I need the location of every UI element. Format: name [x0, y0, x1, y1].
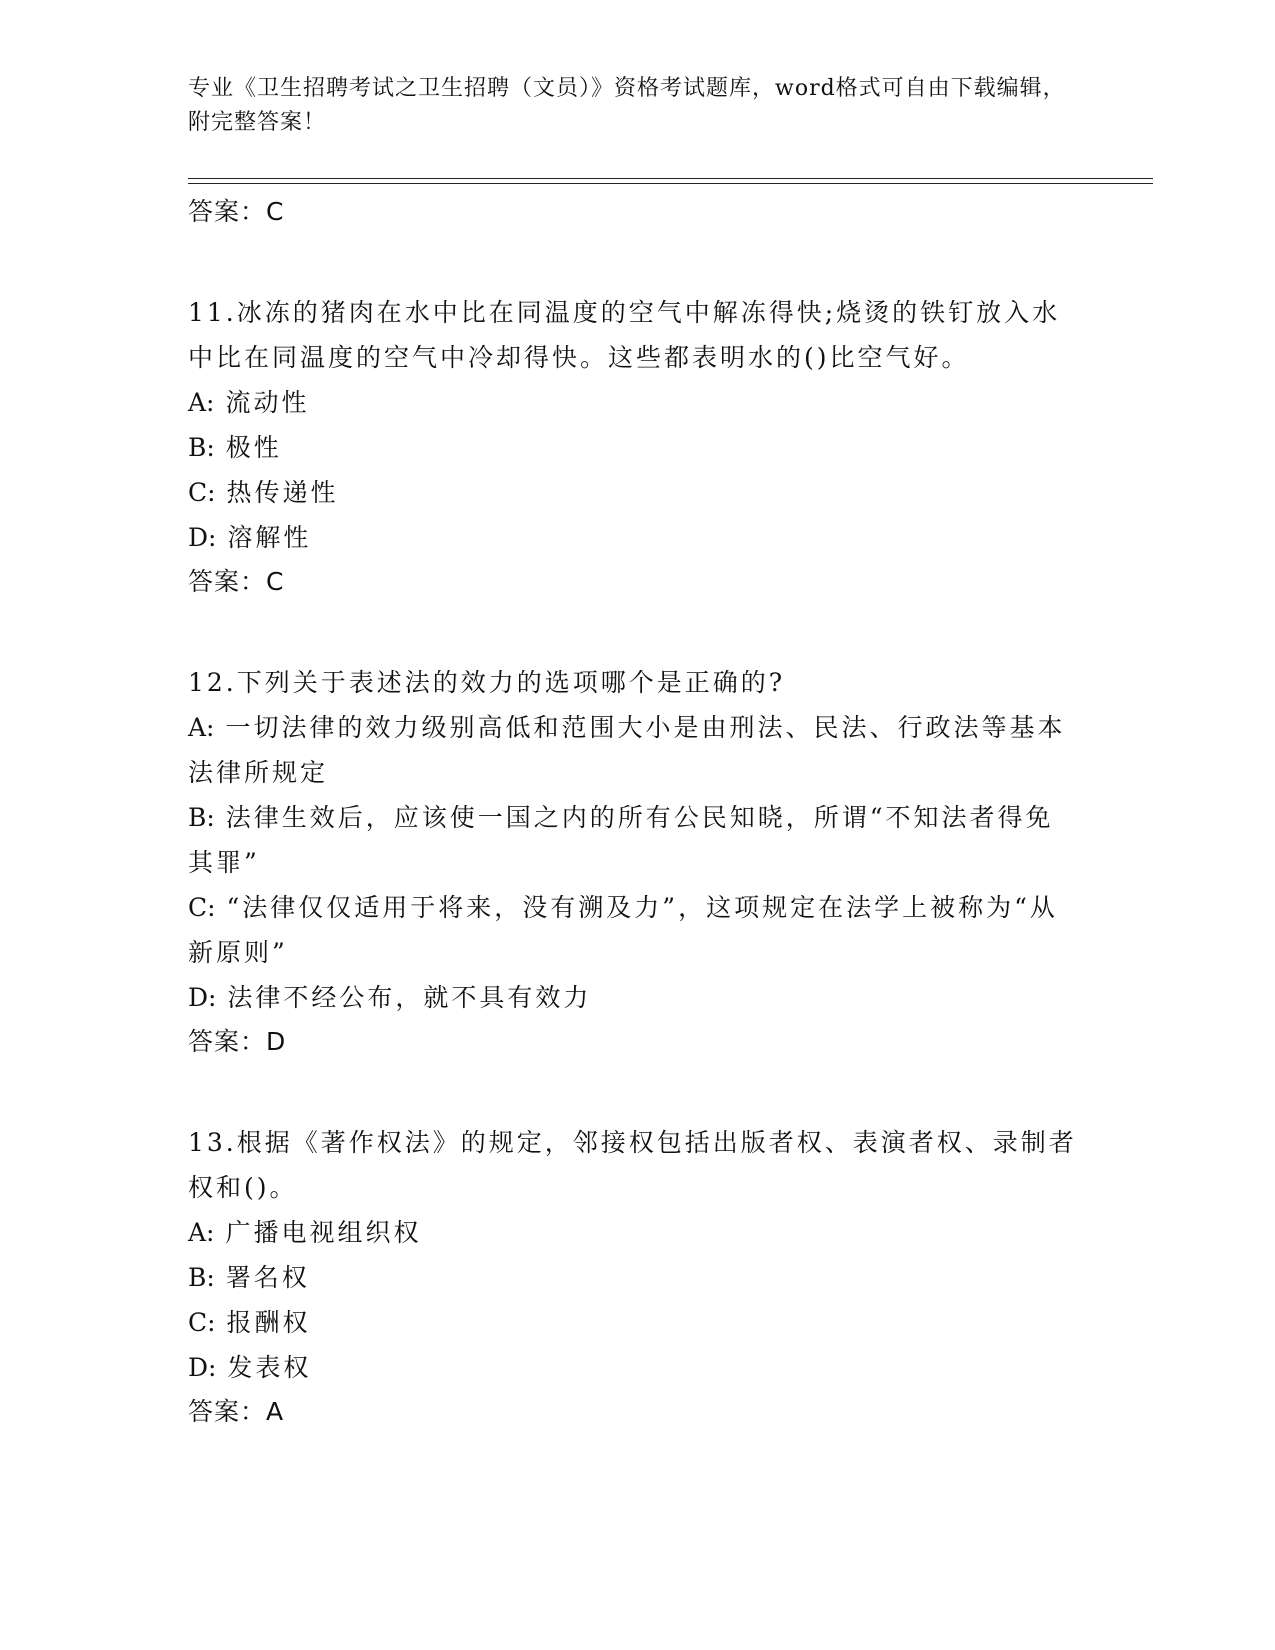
- option-d: [188, 1345, 1078, 1390]
- option-letter: D:: [188, 983, 217, 1012]
- option-letter: C:: [188, 478, 216, 507]
- header-divider-bottom: [188, 183, 1153, 184]
- option-text: “法律仅仅适用于将来，没有溯及力”，这项规定在法学上被称为“从新原则”: [188, 893, 1058, 967]
- option-text: 溶解性: [227, 523, 312, 552]
- option-letter: A:: [188, 388, 215, 417]
- document-header: [188, 72, 1088, 140]
- option-text: 热传递性: [226, 478, 339, 507]
- option-b: [188, 1255, 1078, 1300]
- option-letter: C:: [188, 893, 216, 922]
- option-text: 一切法律的效力级别高低和范围大小是由刑法、民法、行政法等基本法律所规定: [188, 713, 1066, 787]
- option-letter: B:: [188, 803, 215, 832]
- question-item: [188, 1120, 1078, 1434]
- option-text: 发表权: [227, 1353, 312, 1382]
- option-a: [188, 705, 1078, 795]
- answer-line: 答案：A: [188, 1397, 285, 1426]
- option-letter: B:: [188, 433, 215, 462]
- answer-line: 答案：D: [188, 1027, 287, 1056]
- option-a: [188, 380, 1078, 425]
- header-divider-top: [188, 178, 1153, 179]
- option-text: 法律生效后，应该使一国之内的所有公民知晓，所谓“不知法者得免其罪”: [188, 803, 1054, 877]
- option-d: [188, 515, 1078, 560]
- option-text: 报酬权: [226, 1308, 311, 1337]
- option-letter: B:: [188, 1263, 215, 1292]
- option-c: [188, 1300, 1078, 1345]
- option-text: 广播电视组织权: [225, 1218, 422, 1247]
- option-letter: A:: [188, 713, 215, 742]
- option-c: [188, 470, 1078, 515]
- option-text: 极性: [225, 433, 282, 462]
- question-item: [188, 290, 1078, 604]
- option-text: 署名权: [225, 1263, 310, 1292]
- option-text: 流动性: [225, 388, 310, 417]
- option-letter: A:: [188, 1218, 215, 1247]
- question-text: 13.根据《著作权法》的规定，邻接权包括出版者权、表演者权、录制者权和()。: [188, 1128, 1077, 1202]
- option-b: [188, 425, 1078, 470]
- option-letter: D:: [188, 1353, 217, 1382]
- answer-line: 答案：C: [188, 197, 285, 226]
- answer-line: 答案：C: [188, 567, 285, 596]
- question-text: 12.下列关于表述法的效力的选项哪个是正确的?: [188, 668, 786, 697]
- option-b: [188, 795, 1078, 885]
- header-intro-text: 专业《卫生招聘考试之卫生招聘（文员）》资格考试题库，word格式可自由下载编辑，附完整答案！: [188, 76, 1066, 135]
- option-d: [188, 975, 1078, 1020]
- option-c: [188, 885, 1078, 975]
- option-letter: C:: [188, 1308, 216, 1337]
- option-text: 法律不经公布，就不具有效力: [227, 983, 592, 1012]
- option-letter: D:: [188, 523, 217, 552]
- option-a: [188, 1210, 1078, 1255]
- question-list: [188, 190, 1078, 1434]
- question-text: 11.冰冻的猪肉在水中比在同温度的空气中解冻得快;烧烫的铁钉放入水中比在同温度的空气中冷却得快。这些都表明水的()比空气好。: [188, 298, 1061, 372]
- question-item: [188, 660, 1078, 1064]
